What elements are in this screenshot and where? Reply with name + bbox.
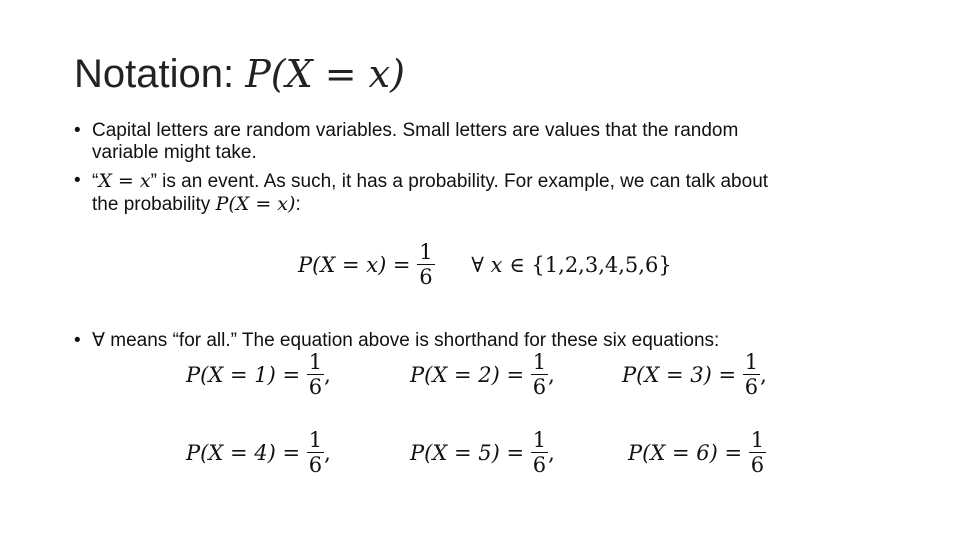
equation-fraction (743, 350, 760, 399)
main-equation-fraction (417, 240, 434, 289)
bullet-2-line-2 (92, 193, 892, 216)
equation-fraction (531, 350, 548, 399)
title-math: P(X = x) (245, 52, 405, 96)
bullet-1-line-1: Capital letters are random variables. Small letters are values that the random (92, 120, 739, 141)
slide-title (74, 52, 405, 97)
bullet-3-line-1: ∀ means “for all.” The equation above is shorthand for these six equations: (92, 330, 720, 351)
equation-1 (186, 350, 331, 399)
forall-symbol: ∀ (471, 252, 484, 277)
equation-3 (622, 350, 767, 399)
fraction-denominator: 6 (750, 453, 765, 477)
equation-lhs: P(X = 4) = (186, 440, 301, 465)
element-of-symbol: ∈ (509, 252, 525, 277)
fraction-denominator: 6 (308, 375, 323, 399)
equation-lhs: P(X = 5) = (410, 440, 525, 465)
quote-open: “ (92, 171, 99, 192)
event-math: X = x (98, 170, 151, 192)
main-equation-var: x (490, 252, 503, 277)
bullet-dot: • (74, 120, 81, 141)
equation-separator: , (324, 362, 331, 387)
equation-5 (410, 428, 555, 477)
equation-lhs: P(X = 3) = (622, 362, 737, 387)
fraction-denominator: 6 (419, 265, 433, 289)
bullet-2-line-2-text: the probability (92, 194, 211, 215)
equation-fraction (749, 428, 766, 477)
value-set: {1,2,3,4,5,6} (531, 252, 672, 277)
equation-fraction (531, 428, 548, 477)
equation-lhs: P(X = 6) = (628, 440, 743, 465)
equation-separator: , (760, 362, 767, 387)
equation-fraction (307, 428, 324, 477)
bullet-2-line-1 (92, 170, 892, 193)
equation-lhs: P(X = 1) = (186, 362, 301, 387)
title-word: Notation: (74, 52, 235, 96)
equation-6 (628, 428, 766, 477)
fraction-denominator: 6 (532, 375, 547, 399)
fraction-numerator: 1 (308, 350, 323, 374)
main-equation-lhs: P(X = x) = (298, 252, 411, 277)
fraction-numerator: 1 (308, 428, 323, 452)
bullet-dot: • (74, 330, 81, 351)
bullet-dot: • (74, 170, 81, 191)
main-equation (298, 240, 672, 289)
equation-fraction (307, 350, 324, 399)
fraction-numerator: 1 (419, 240, 433, 264)
fraction-denominator: 6 (532, 453, 547, 477)
fraction-numerator: 1 (532, 428, 547, 452)
equation-2 (410, 350, 555, 399)
fraction-numerator: 1 (532, 350, 547, 374)
bullet-2-rest: ” is an event. As such, it has a probability. For example, we can talk about (150, 171, 769, 192)
bullet-1-line-2: variable might take. (92, 142, 257, 163)
fraction-numerator: 1 (744, 350, 759, 374)
equation-separator: , (324, 440, 331, 465)
fraction-numerator: 1 (750, 428, 765, 452)
equation-separator: , (548, 362, 555, 387)
equation-lhs: P(X = 2) = (410, 362, 525, 387)
probability-math: P(X = x) (215, 193, 296, 215)
equation-4 (186, 428, 331, 477)
fraction-denominator: 6 (744, 375, 759, 399)
equation-separator: , (548, 440, 555, 465)
fraction-denominator: 6 (308, 453, 323, 477)
bullet-2-colon: : (295, 194, 301, 215)
